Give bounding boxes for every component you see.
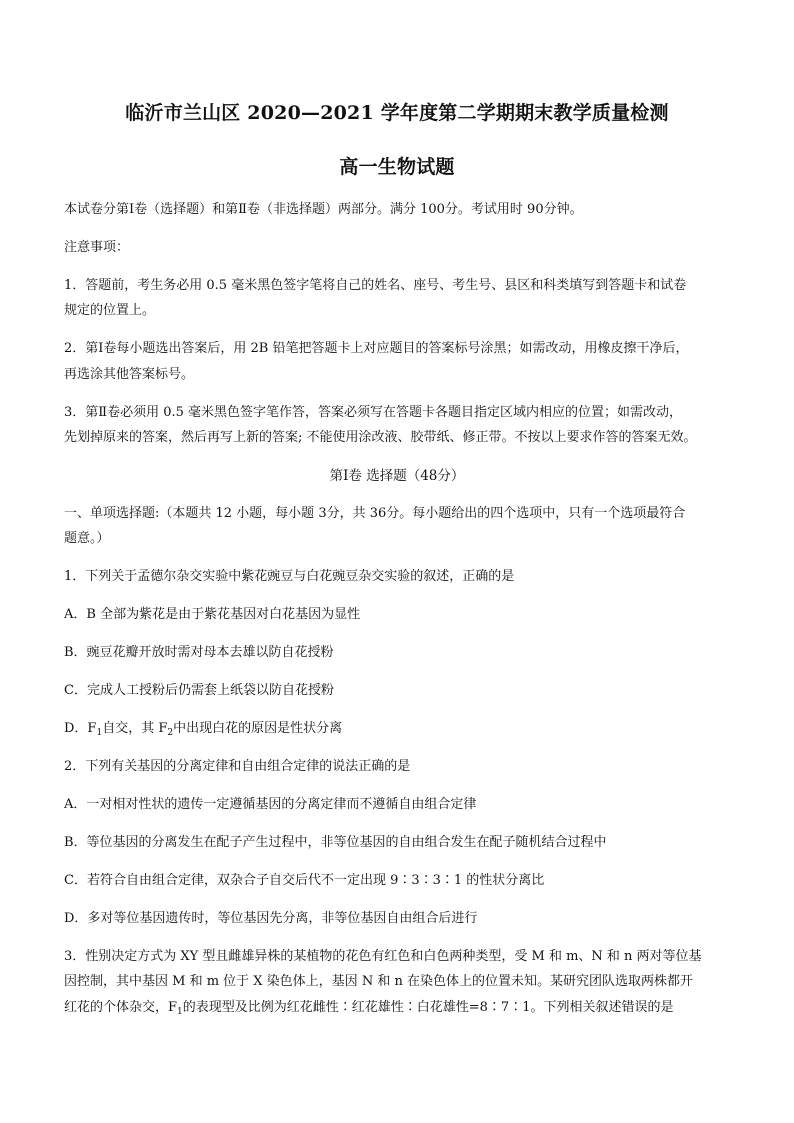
question-2-option-b: B．等位基因的分离发生在配子产生过程中，非等位基因的自由组合发生在配子随机结合过程中 <box>64 835 607 850</box>
exam-info: 本试卷分第Ⅰ卷（选择题）和第Ⅱ卷（非选择题）两部分。满分 100分。考试用时 90分钟。 <box>64 202 583 217</box>
q1-d-subscript-2: 2 <box>167 728 174 738</box>
question-1-option-d <box>64 720 342 738</box>
q3-line-3-part-2: 的表现型及比例为红花雌性∶红花雄性∶白花雄性=8∶7∶1。下列相关叙述错误的是 <box>182 1000 674 1015</box>
question-1-option-a: A．B 全部为紫花是由于紫花基因对白花基因为显性 <box>64 607 361 622</box>
notes-heading: 注意事项： <box>64 240 130 255</box>
question-3-line-1: 3．性别决定方式为 XY 型且雌雄异株的某植物的花色有红色和白色两种类型，受 M 和 m、N 和 n 两对等位基 <box>64 949 702 964</box>
question-3-line-3 <box>64 999 673 1017</box>
question-3-line-2: 因控制，其中基因 M 和 m 位于 X 染色体上，基因 N 和 n 在染色体上的位置未知。某研究团队选取两株都开 <box>64 974 693 989</box>
page-subtitle: 高一生物试题 <box>339 156 455 178</box>
page-title: 临沂市兰山区 2020—2021 学年度第二学期期末教学质量检测 <box>125 102 669 124</box>
note-1-line-1: 1．答题前，考生务必用 0.5 毫米黑色签字笔将自己的姓名、座号、考生号、县区和科类填写到答题卡和试卷 <box>64 278 687 293</box>
question-2-option-a: A．一对相对性状的遗传一定遵循基因的分离定律而不遵循自由组合定律 <box>64 797 477 812</box>
question-2-stem: 2．下列有关基因的分离定律和自由组合定律的说法正确的是 <box>64 759 411 774</box>
question-1-option-b: B．豌豆花瓣开放时需对母本去雄以防自花授粉 <box>64 645 334 660</box>
q1-d-subscript-1: 1 <box>96 728 103 738</box>
note-2-line-2: 再选涂其他答案标号。 <box>64 367 195 382</box>
section-1-heading: 第Ⅰ卷 选择题（48分） <box>329 468 465 484</box>
question-1-stem: 1．下列关于孟德尔杂交实验中紫花豌豆与白花豌豆杂交实验的叙述，正确的是 <box>64 569 515 584</box>
section-1-instructions-line-2: 题意。） <box>64 531 110 546</box>
note-1-line-2: 规定的位置上。 <box>64 303 156 318</box>
section-1-instructions-line-1: 一、单项选择题:（本题共 12 小题，每小题 3分，共 36分。每小题给出的四个选项中，只有一个选项最符合 <box>64 506 686 521</box>
q1-d-part-1: D．F <box>64 721 97 736</box>
note-2-line-1: 2．第Ⅰ卷每小题选出答案后，用 2B 铅笔把答题卡上对应题目的答案标号涂黑；如需改动，用橡皮擦干净后， <box>64 341 689 356</box>
q3-line-3-subscript: 1 <box>177 1007 183 1017</box>
q1-d-part-3: 中出现白花的原因是性状分离 <box>173 721 343 736</box>
question-2-option-c: C．若符合自由组合定律，双杂合子自交后代不一定出现 9∶3∶3∶1 的性状分离比 <box>64 873 545 888</box>
note-3-line-2: 先划掉原来的答案，然后再写上新的答案; 不能使用涂改液、胶带纸、修正带。不按以上要求作答的答案无效。 <box>64 430 697 445</box>
q1-d-part-2: 自交，其 F <box>102 721 168 736</box>
question-1-option-c: C．完成人工授粉后仍需套上纸袋以防自花授粉 <box>64 683 334 698</box>
note-3-line-1: 3．第Ⅱ卷必须用 0.5 毫米黑色签字笔作答，答案必须写在答题卡各题目指定区域内相应的位置；如需改动， <box>64 405 683 420</box>
q3-line-3-part-1: 红花的个体杂交，F <box>64 1000 178 1015</box>
question-2-option-d: D．多对等位基因遗传时，等位基因先分离，非等位基因自由组合后进行 <box>64 911 478 926</box>
